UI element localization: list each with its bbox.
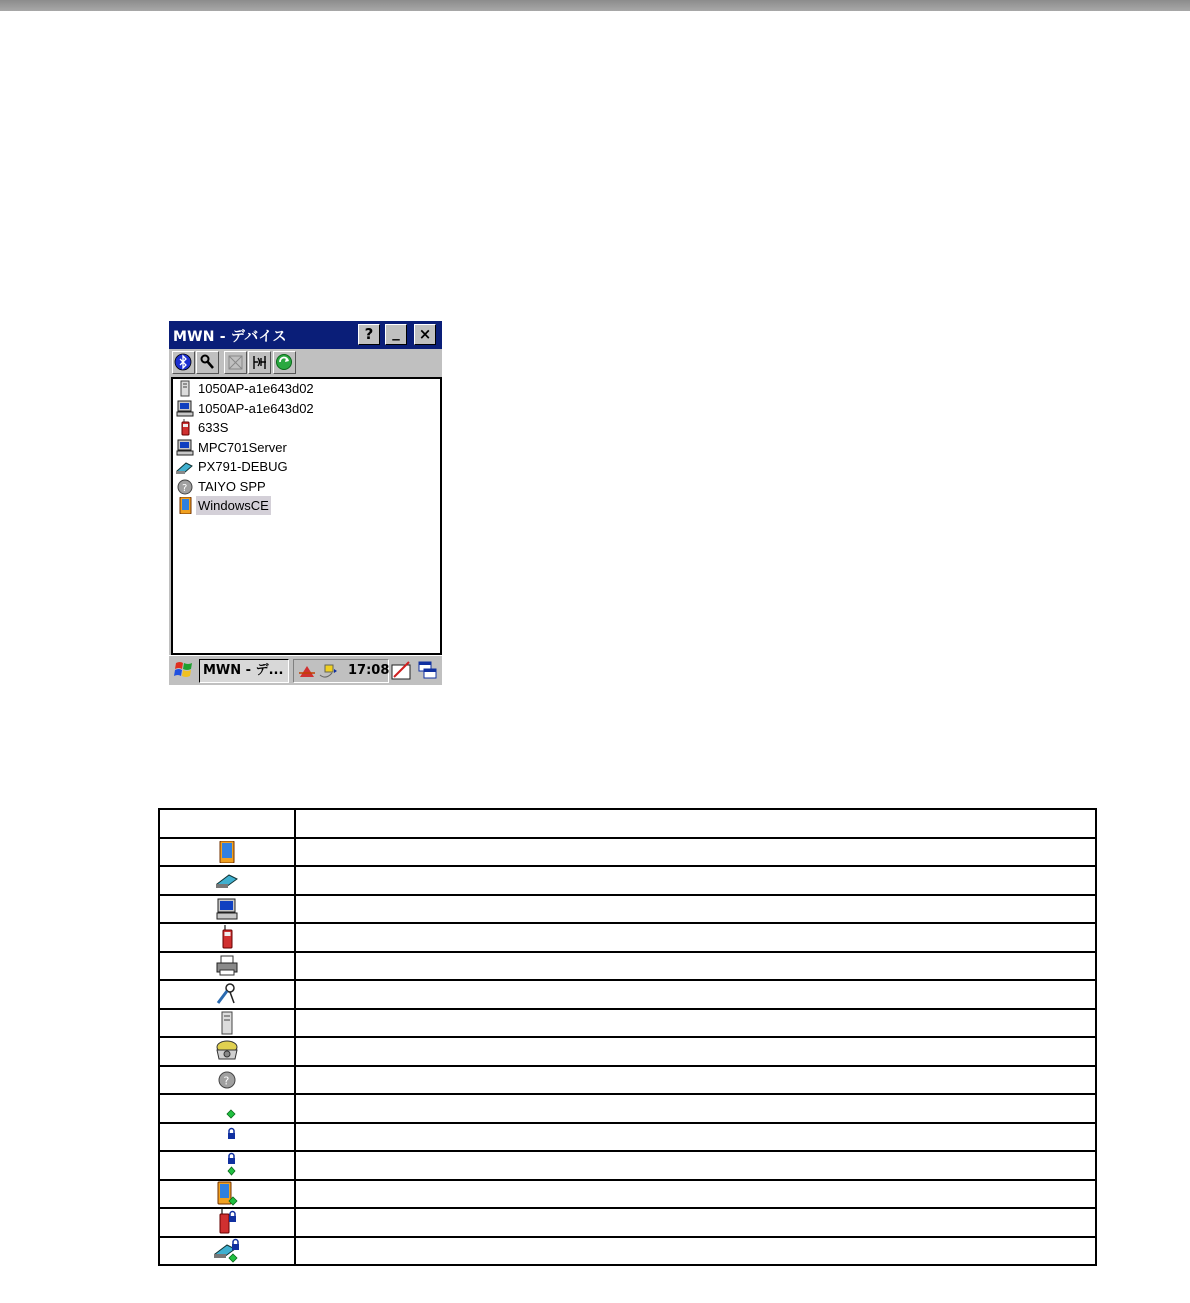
table-row: [159, 980, 1096, 1009]
connector-icon: [249, 352, 270, 373]
network-icon[interactable]: [298, 663, 316, 680]
column-header-description: [295, 809, 1096, 838]
table-row: [159, 1009, 1096, 1038]
access-point-icon: [176, 380, 194, 397]
unknown-device-icon: [176, 478, 194, 495]
connect-button[interactable]: [248, 351, 271, 374]
pda-connected-icon: [215, 1181, 239, 1207]
windows-start-icon[interactable]: [173, 660, 195, 680]
top-rule: [0, 0, 1190, 11]
pda-icon: [176, 497, 194, 514]
wrench-icon: [197, 352, 218, 373]
access-point-icon: [218, 1011, 236, 1035]
settings-button[interactable]: [196, 351, 219, 374]
mobile-phone-icon: [218, 925, 236, 949]
refresh-button[interactable]: [273, 351, 296, 374]
legend-description: [295, 1151, 1096, 1180]
connected-badge-icon: [215, 1096, 239, 1120]
bluetooth-icon: [173, 352, 194, 373]
handheld-terminal-icon: [215, 871, 239, 889]
table-row: [159, 1066, 1096, 1095]
toolbar: [169, 349, 442, 377]
computer-icon: [176, 400, 194, 417]
legend-description: [295, 1123, 1096, 1152]
table-row: [159, 1208, 1096, 1237]
table-row: [159, 1151, 1096, 1180]
legend-description: [295, 980, 1096, 1009]
handheld-terminal-icon: [176, 458, 194, 475]
legend-description: [295, 1066, 1096, 1095]
modem-icon: [214, 1039, 240, 1063]
table-row: [159, 866, 1096, 895]
bluetooth-scan-button[interactable]: [172, 351, 195, 374]
pda-icon: [218, 841, 236, 863]
unknown-device-icon: [217, 1070, 237, 1090]
table-row: [159, 952, 1096, 981]
mobile-phone-icon: [176, 419, 194, 436]
system-tray: [293, 659, 389, 683]
computer-icon: [176, 439, 194, 456]
svg-text:?: ?: [223, 1074, 230, 1088]
disabled-box-icon: [225, 352, 246, 373]
legend-description: [295, 1009, 1096, 1038]
clock: 17:08: [348, 663, 390, 678]
legend-description: [295, 1037, 1096, 1066]
device-list[interactable]: 1050AP-a1e643d02 1050AP-a1e643d02 633S MPC701Server PX791-DEBUG ? TAIYO SPP WindowsCE: [171, 377, 442, 655]
table-row: [159, 838, 1096, 867]
legend-description: [295, 866, 1096, 895]
legend-description: [295, 838, 1096, 867]
device-window: [169, 321, 442, 685]
table-row: [159, 895, 1096, 924]
table-row: [159, 1180, 1096, 1209]
table-row: [159, 1123, 1096, 1152]
disconnect-button[interactable]: [224, 351, 247, 374]
task-button[interactable]: MWN - デ...: [199, 659, 289, 683]
printer-icon: [215, 955, 239, 977]
secured-badge-icon: [215, 1125, 239, 1149]
help-button[interactable]: ?: [358, 324, 380, 345]
legend-description: [295, 1094, 1096, 1123]
computer-icon: [215, 898, 239, 920]
table-row: [159, 923, 1096, 952]
legend-description: [295, 895, 1096, 924]
icon-legend-table: [158, 808, 1097, 1266]
taskbar: [169, 655, 442, 685]
table-row: [159, 1094, 1096, 1123]
table-row: [159, 1037, 1096, 1066]
refresh-icon: [274, 352, 295, 373]
column-header-icon: [159, 809, 295, 838]
power-plug-icon[interactable]: [316, 663, 338, 680]
table-row: [159, 1237, 1096, 1266]
legend-description: [295, 1180, 1096, 1209]
headset-icon: [215, 982, 239, 1006]
table-header-row: [159, 809, 1096, 838]
legend-description: [295, 1237, 1096, 1266]
svg-text:?: ?: [182, 482, 188, 494]
handheld-terminal-secured-connected-icon: [213, 1238, 241, 1264]
window-title: MWN - デバイス: [173, 329, 287, 345]
title-bar: [169, 321, 442, 349]
close-button[interactable]: ×: [414, 324, 436, 345]
switch-windows-icon[interactable]: [417, 660, 439, 681]
secured-connected-badge-icon: [215, 1152, 239, 1178]
mobile-phone-secured-icon: [215, 1209, 239, 1235]
legend-description: [295, 952, 1096, 981]
minimize-button[interactable]: _: [385, 324, 407, 345]
legend-description: [295, 1208, 1096, 1237]
input-panel-icon[interactable]: [391, 660, 413, 681]
legend-description: [295, 923, 1096, 952]
